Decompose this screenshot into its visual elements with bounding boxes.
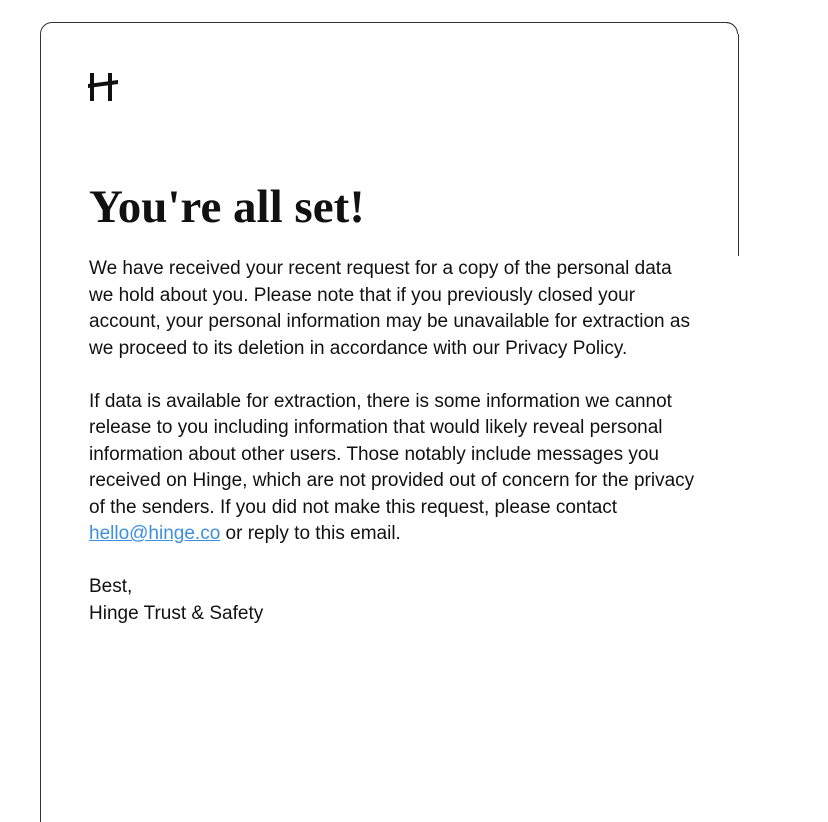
hinge-logo-icon — [88, 70, 122, 104]
reply-text: or reply to this email. — [220, 523, 401, 544]
support-email-link[interactable]: hello@hinge.co — [89, 523, 221, 544]
card-corner — [726, 22, 738, 34]
availability-text: If data is available for extraction, there is some information we cannot release to you including information that would likely reveal personal information about other users. Those notably include messages you received on Hinge, which are not provided out of concern for the privacy of the senders. If you did not make this request, please contact — [89, 390, 695, 518]
page-title: You're all set! — [89, 181, 365, 233]
email-body — [89, 256, 699, 627]
request-received-paragraph: We have received your recent request for a copy of the personal data we hold about you. Please note that if you previously closed your account, your personal information may be unavailable for extraction as we proceed to its deletion in accordance with our Privacy Policy. — [89, 258, 690, 359]
signature-text: Hinge Trust & Safety — [89, 602, 264, 624]
closing-text: Best, — [89, 576, 133, 597]
signoff — [89, 574, 699, 627]
card-right-border — [738, 34, 739, 256]
data-availability-paragraph — [89, 389, 699, 548]
